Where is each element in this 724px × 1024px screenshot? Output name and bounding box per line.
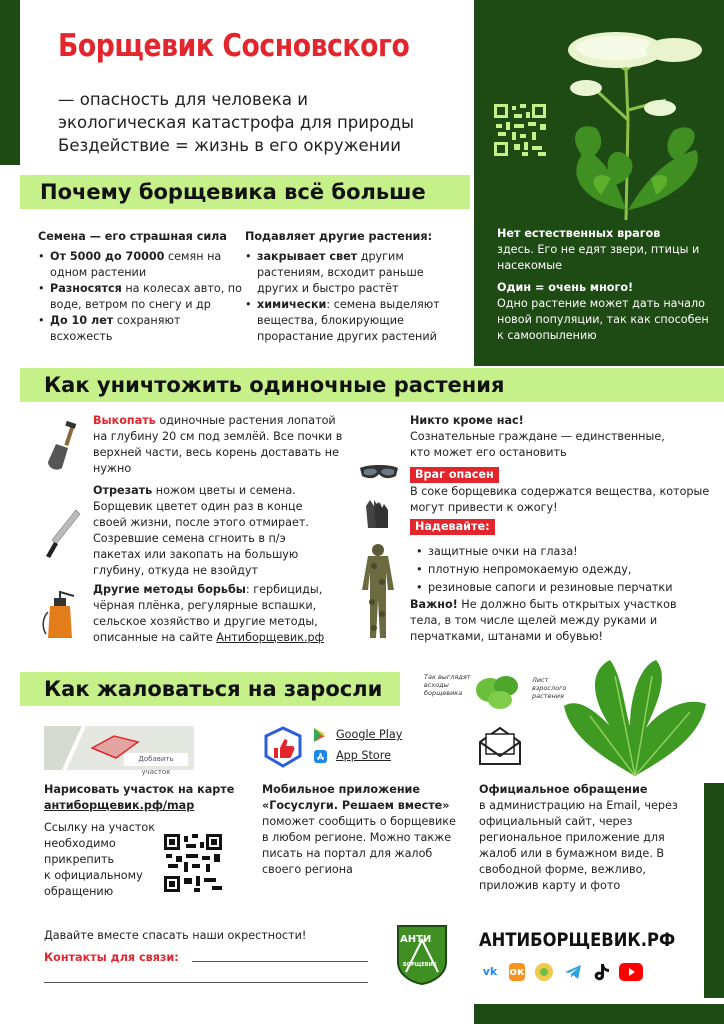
shovel-icon: [42, 422, 80, 474]
nobody-block: [410, 413, 710, 461]
add-area-button[interactable]: Добавить участок: [124, 753, 188, 766]
antiborshevik-link[interactable]: Антиборщевик.рф: [216, 631, 325, 644]
seeds-title: Семена — его страшная сила: [38, 230, 227, 243]
logo-text-bottom: БОРЩЕВИК: [403, 962, 437, 968]
app-title: Мобильное приложение «Госуслуги. Решаем вместе»: [262, 783, 450, 812]
telegram-icon[interactable]: [563, 962, 583, 982]
dig-text: Выкопать одиночные растения лопатой на глубину 20 см под землёй. Все почки в верхней части, весь корень доставать не нужно: [93, 414, 343, 475]
seeds-column: [38, 229, 243, 345]
suppress-column: [245, 229, 460, 345]
list-item: • защитные очки на глаза!: [416, 543, 710, 561]
protective-suit-icon: [358, 542, 398, 640]
logo-shield: [394, 922, 450, 986]
list-item: • От 5000 до 70000 семян на одном растении: [38, 249, 243, 281]
google-play-link[interactable]: Google Play: [336, 728, 403, 741]
ok-icon[interactable]: ок: [509, 963, 525, 981]
list-item: • химически: семена выделяют вещества, блокирующие прорастание других растений: [245, 297, 460, 345]
contacts-label: Контакты для связи:: [44, 951, 179, 964]
one-is-many-text: Одно растение может дать начало новой популяции, так как способен к самоопылению: [497, 297, 709, 342]
gloves-icon: [362, 496, 392, 530]
left-green-strip: [0, 0, 20, 165]
youtube-icon[interactable]: [619, 963, 643, 981]
app-store-link[interactable]: App Store: [336, 749, 391, 762]
antiborshevik-logo: [394, 922, 450, 986]
right-green-strip: [704, 783, 724, 998]
gosuslugi-app-icon: [262, 726, 304, 768]
sprout-illustration: [472, 668, 522, 712]
contacts-line-1: [192, 961, 368, 962]
app-block: [262, 782, 462, 878]
tiktok-icon[interactable]: [592, 962, 610, 982]
wear-block: [410, 519, 710, 597]
list-item: • закрывает свет другим растениям, всходит раньше других и быстро растёт: [245, 249, 460, 297]
knife-icon: [42, 508, 82, 560]
leaf-label: Лист взрослого растения: [532, 676, 567, 700]
qr-code-icon: [492, 102, 548, 158]
section-complain-heading: Как жаловаться на заросли: [44, 677, 383, 701]
cut-text: Отрезать ножом цветы и семена. Борщевик цветет один раз в конце своей жизни, после этого отмирает. Созревшие семена сгноить в п/э пакетах или закопать на большую глубину, откуда не взойдут: [93, 484, 309, 577]
hogweed-plant-illustration: [556, 10, 716, 222]
nobody-title: Никто кроме нас!: [410, 414, 524, 427]
vk-icon[interactable]: vk: [482, 965, 498, 978]
wear-badge: Надевайте:: [410, 519, 495, 535]
section-why-heading: Почему борщевика всё больше: [40, 180, 426, 204]
sprout-label: Так выглядят всходы борщевика: [424, 673, 471, 697]
site-name[interactable]: АНТИБОРЩЕВИК.РФ: [479, 929, 676, 951]
goggles-icon: [358, 462, 400, 484]
other-methods-text: Другие методы борьбы: гербициды, чёрная плёнка, регулярные вспашки, сельское хозяйство и другие методы, описанные на сайте Антиборщевик.рф: [93, 583, 325, 644]
danger-block: [410, 467, 710, 516]
yandex-zen-icon[interactable]: [534, 962, 554, 982]
danger-badge: Враг опасен: [410, 467, 499, 483]
one-is-many-title: Один = очень много!: [497, 281, 634, 294]
no-enemies-block: [497, 226, 709, 344]
no-enemies-text: здесь. Его не едят звери, птицы и насекомые: [497, 243, 700, 272]
list-item: • Разносятся на колесах авто, по воде, ветром по снегу и др: [38, 281, 243, 313]
logo-text-top: АНТИ: [400, 934, 432, 945]
google-play-icon[interactable]: [314, 728, 326, 742]
map-text: Ссылку на участок необходимо прикрепить к официальному обращению: [44, 821, 155, 898]
suppress-title: Подавляет другие растения:: [245, 230, 433, 243]
contacts-line-2: [44, 982, 368, 983]
app-store-icon[interactable]: [314, 750, 327, 763]
map-qr-code-icon: [164, 834, 222, 892]
bottom-green-strip: [474, 1004, 724, 1024]
list-item: • До 10 лет сохраняют всхожесть: [38, 313, 243, 345]
map-link[interactable]: антиборщевик.рф/map: [44, 799, 195, 812]
no-enemies-title: Нет естественных врагов: [497, 227, 661, 240]
envelope-icon: [476, 726, 524, 766]
official-title: Официальное обращение: [479, 783, 648, 796]
save-text: Давайте вместе спасать наши окрестности!: [44, 929, 307, 942]
section-destroy-heading: Как уничтожить одиночные растения: [44, 373, 505, 397]
map-title: Нарисовать участок на карте: [44, 783, 235, 796]
sprayer-icon: [40, 588, 80, 644]
important-block: Важно! Не должно быть открытых участков тела, в том числе щелей между руками и перчатками, штанами и обувью!: [410, 598, 677, 643]
page-subtitle: — опасность для человека и экологическая катастрофа для природы Бездействие = жизнь в его окружении: [58, 90, 414, 155]
map-preview[interactable]: [44, 726, 194, 776]
map-block: [44, 782, 254, 900]
page-title: Борщевик Сосновского: [58, 28, 410, 64]
official-text: в администрацию на Email, через официальный сайт, через региональное приложение для жалоб или в бумажном виде. В свободной форме, вежливо, приложив карту и фото: [479, 799, 678, 892]
app-text: поможет сообщить о борщевике в любом регионе. Можно также писать на портал для жалоб своего региона: [262, 815, 456, 876]
list-item: • плотную непромокаемую одежду,: [416, 561, 710, 579]
list-item: • резиновые сапоги и резиновые перчатки: [416, 579, 710, 597]
nobody-text: Сознательные граждане — единственные, кто может его остановить: [410, 430, 665, 459]
danger-text: В соке борщевика содержатся вещества, которые могут привести к ожогу!: [410, 485, 710, 514]
social-bar: [480, 962, 660, 982]
official-block: [479, 782, 694, 894]
adult-leaf-illustration: [560, 656, 710, 780]
